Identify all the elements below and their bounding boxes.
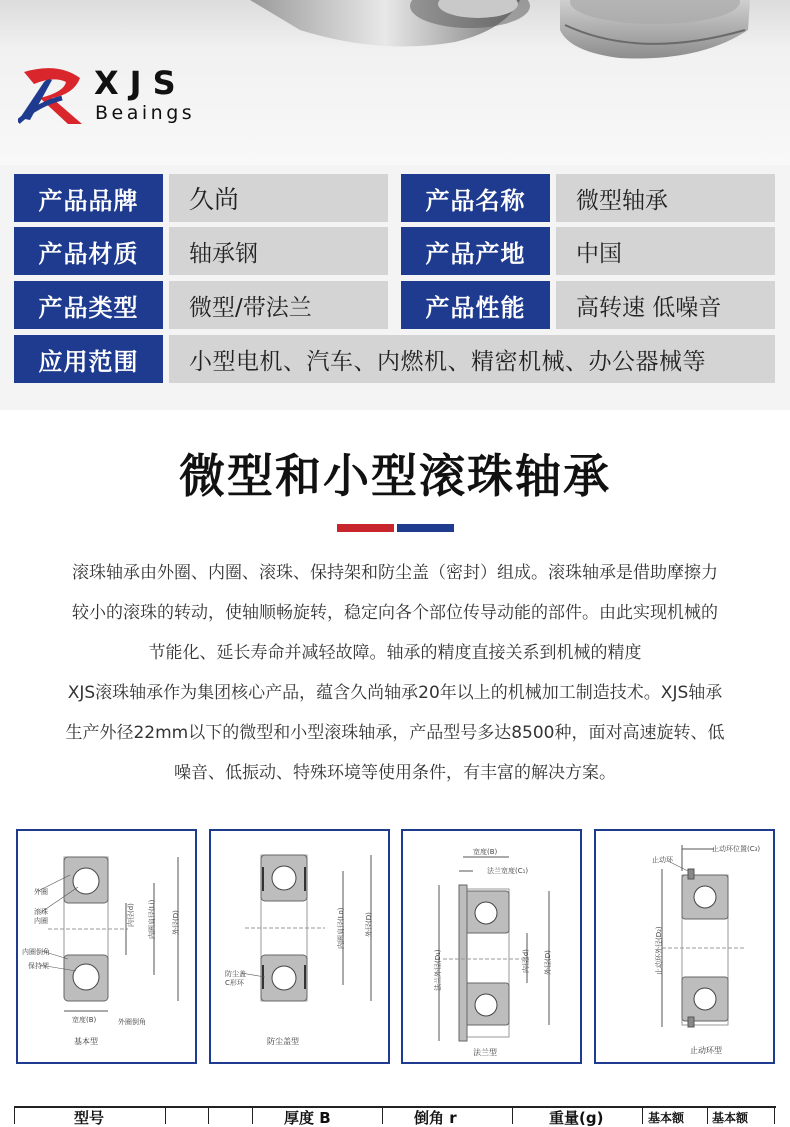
label-flange-od: 法兰外径(D₁): [434, 949, 442, 991]
spec-label-material: 产品材质: [14, 227, 163, 275]
model-table-header: [14, 1106, 776, 1127]
label-snap-ring: 止动环: [652, 856, 673, 864]
label-bore: 内径(d): [522, 949, 530, 973]
spec-value-type: 微型/带法兰: [169, 281, 388, 329]
brand-name: XJS: [94, 64, 187, 102]
title-underline-blue: [397, 524, 454, 532]
shield-bearing-drawing: [211, 831, 392, 1066]
label-width: 宽度(B): [72, 1016, 97, 1024]
title-underline-red: [337, 524, 394, 532]
table-head-rating-2: 基本额: [712, 1111, 749, 1125]
spec-label-origin: 产品产地: [401, 227, 550, 275]
label-outer-diameter: 外径(D): [172, 910, 180, 935]
spec-value-application: 小型电机、汽车、内燃机、精密机械、办公器械等: [169, 335, 775, 383]
label-shoulder-lo: 内圈肩径(Lo): [337, 907, 345, 949]
description-line: 滚珠轴承由外圈、内圈、滚珠、保持架和防尘盖（密封）组成。滚珠轴承是借助摩擦力: [72, 563, 718, 583]
table-head-thickness: 厚度 B: [284, 1109, 331, 1127]
diagram-caption: 法兰型: [473, 1048, 497, 1057]
brand-subtitle: Beaings: [95, 102, 196, 124]
table-head-model: 型号: [74, 1109, 105, 1127]
label-width: 宽度(B): [473, 848, 498, 856]
label-snap-ring-position: 止动环位置(C₃): [712, 845, 761, 853]
brand-logo: [18, 64, 208, 128]
snap-ring-bearing-drawing: [596, 831, 777, 1066]
description-line: 节能化、延长寿命并减轻故障。轴承的精度直接关系到机械的精度: [148, 643, 642, 663]
label-ball: 滚珠: [34, 908, 48, 916]
bearing-photo: [0, 0, 790, 70]
table-head-chamfer: 倒角 r: [414, 1109, 457, 1127]
label-inner-ring: 内圈: [34, 917, 48, 925]
label-c-ring: C形环: [225, 979, 244, 987]
spec-value-material: 轴承钢: [169, 227, 388, 275]
spec-label-brand: 产品品牌: [14, 174, 163, 222]
description-line: XJS滚珠轴承作为集团核心产品，蕴含久尚轴承20年以上的机械加工制造技术。XJS轴承: [67, 683, 723, 703]
label-outer-ring: 外圈: [34, 888, 48, 896]
label-outer-diameter: 外径(D): [544, 950, 552, 975]
spec-label-application: 应用范围: [14, 335, 163, 383]
description-line: 较小的滚珠的转动，使轴顺畅旋转，稳定向各个部位传导动能的部件。由此实现机械的: [72, 603, 718, 623]
diagram-shield-type: [209, 829, 390, 1064]
spec-value-origin: 中国: [556, 227, 775, 275]
spec-label-name: 产品名称: [401, 174, 550, 222]
label-bore: 内径(d): [127, 903, 135, 927]
hero-banner: [0, 0, 790, 165]
spec-value-performance: 高转速 低噪音: [556, 281, 775, 329]
label-outer-chamfer: 外圈倒角: [118, 1018, 146, 1026]
table-head-weight: 重量(g): [549, 1109, 604, 1127]
label-inner-chamfer: 内圈倒角: [22, 948, 50, 956]
diagram-caption: 止动环型: [690, 1046, 722, 1055]
spec-value-brand: 久尚: [169, 174, 388, 222]
diagram-caption: 基本型: [74, 1037, 98, 1046]
spec-label-type: 产品类型: [14, 281, 163, 329]
spec-table: [0, 165, 790, 410]
label-snap-ring-od: 止动环外径(D₂): [655, 926, 663, 975]
diagram-snap-ring-type: [594, 829, 775, 1064]
label-cage: 保持架: [28, 962, 49, 970]
label-shoulder: 内圈肩径(Li): [148, 899, 156, 939]
description-line: 噪音、低振动、特殊环境等使用条件，有丰富的解决方案。: [174, 763, 616, 783]
logo-mark-icon: [18, 64, 86, 126]
diagram-caption: 防尘盖型: [267, 1037, 299, 1046]
diagram-basic-type: [16, 829, 197, 1064]
description-line: 生产外径22mm以下的微型和小型滚珠轴承，产品型号多达8500种，面对高速旋转、低: [65, 723, 725, 743]
label-shield: 防尘盖: [225, 970, 246, 978]
label-outer-diameter: 外径(D): [365, 912, 373, 937]
section-title: 微型和小型滚珠轴承: [179, 449, 611, 503]
table-head-rating-1: 基本额: [648, 1111, 685, 1125]
spec-label-performance: 产品性能: [401, 281, 550, 329]
label-flange-width: 法兰宽度(C₁): [487, 867, 529, 875]
diagram-flange-type: [401, 829, 582, 1064]
spec-value-name: 微型轴承: [556, 174, 775, 222]
